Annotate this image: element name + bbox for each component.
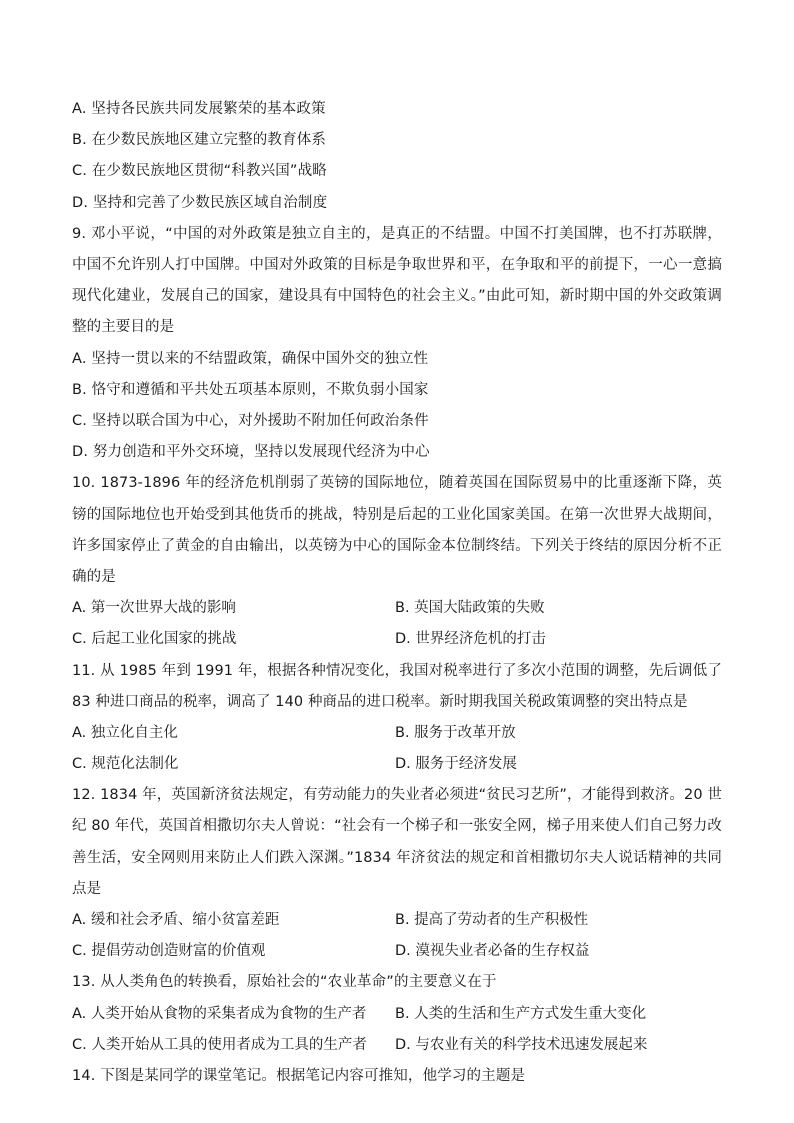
q13-option-c: C. 人类开始从工具的使用者成为工具的生产者 bbox=[72, 1036, 367, 1053]
q13-option-a: A. 人类开始从食物的采集者成为食物的生产者 bbox=[72, 1005, 367, 1022]
q12-option-c: C. 提倡劳动创造财富的价值观 bbox=[72, 943, 266, 960]
q9-option-b: B. 恪守和遵循和平共处五项基本原则，不欺负弱小国家 bbox=[72, 381, 429, 398]
q11-option-d: D. 服务于经济发展 bbox=[395, 756, 517, 773]
q10-options-row-1 bbox=[72, 593, 722, 624]
q11-options-row-1 bbox=[72, 718, 722, 749]
exam-page bbox=[72, 94, 722, 1092]
q10-options-row-2 bbox=[72, 624, 722, 655]
q12-stem: 12. 1834 年，英国新济贫法规定，有劳动能力的失业者必须进“贫民习艺所”，才能得到救济。20 世纪 80 年代，英国首相撒切尔夫人曾说：“社会有一个梯子和一张安全网，梯子用来使人们自己努力改善生活，安全网则用来防止人们跌入深渊。”1834 年济贫法的规定和首相撒切尔夫人说话精神的共同点是 bbox=[72, 787, 722, 897]
q13-stem: 13. 从人类角色的转换看，原始社会的“农业革命”的主要意义在于 bbox=[72, 974, 497, 991]
q11-options-row-2 bbox=[72, 749, 722, 780]
q12-option-d: D. 漠视失业者必备的生存权益 bbox=[395, 943, 590, 960]
q8-option-b: B. 在少数民族地区建立完整的教育体系 bbox=[72, 132, 327, 149]
q12-option-b: B. 提高了劳动者的生产积极性 bbox=[395, 912, 589, 929]
q13-options-row-1 bbox=[72, 999, 722, 1030]
q10-stem: 10. 1873-1896 年的经济危机削弱了英镑的国际地位，随着英国在国际贸易中的比重逐渐下降，英镑的国际地位也开始受到其他货币的挑战，特别是后起的工业化国家美国。在第一次世界大战期间，许多国家停止了黄金的自由输出，以英镑为中心的国际金本位制终结。下列关于终结的原因分析不正确的是 bbox=[72, 475, 722, 585]
q12-option-a: A. 缓和社会矛盾、缩小贫富差距 bbox=[72, 912, 280, 929]
q12-options-row-2 bbox=[72, 936, 722, 967]
q13-options-row-2 bbox=[72, 1030, 722, 1061]
q9-option-a: A. 坚持一贯以来的不结盟政策，确保中国外交的独立性 bbox=[72, 350, 429, 367]
q8-option-c: C. 在少数民族地区贯彻“科教兴国”战略 bbox=[72, 163, 327, 180]
q10-option-b: B. 英国大陆政策的失败 bbox=[395, 600, 545, 617]
q11-option-c: C. 规范化法制化 bbox=[72, 756, 179, 773]
q13-option-d: D. 与农业有关的科学技术迅速发展起来 bbox=[395, 1036, 648, 1053]
q10-option-a: A. 第一次世界大战的影响 bbox=[72, 600, 236, 617]
q12-options-row-1 bbox=[72, 905, 722, 936]
q9-option-c: C. 坚持以联合国为中心，对外援助不附加任何政治条件 bbox=[72, 412, 429, 429]
q8-option-a: A. 坚持各民族共同发展繁荣的基本政策 bbox=[72, 101, 326, 117]
q11-option-a: A. 独立化自主化 bbox=[72, 724, 178, 741]
q14-stem: 14. 下图是某同学的课堂笔记。根据笔记内容可推知，他学习的主题是 bbox=[72, 1068, 526, 1085]
q10-option-d: D. 世界经济危机的打击 bbox=[395, 631, 546, 648]
q11-option-b: B. 服务于改革开放 bbox=[395, 724, 516, 741]
q13-option-b: B. 人类的生活和生产方式发生重大变化 bbox=[395, 1005, 647, 1022]
q10-option-c: C. 后起工业化国家的挑战 bbox=[72, 631, 237, 648]
q8-option-d: D. 坚持和完善了少数民族区域自治制度 bbox=[72, 194, 328, 211]
q9-stem: 9. 邓小平说，“中国的对外政策是独立自主的，是真正的不结盟。中国不打美国牌，也不打苏联牌，中国不允许别人打中国牌。中国对外政策的目标是争取世界和平，在争取和平的前提下，一心一意搞现代化建业，发展自己的国家，建设具有中国特色的社会主义。”由此可知，新时期中国的外交政策调整的主要目的是 bbox=[72, 225, 722, 336]
q11-stem: 11. 从 1985 年到 1991 年，根据各种情况变化，我国对税率进行了多次小范围的调整，先后调低了 83 种进口商品的税率，调高了 140 种商品的进口税率。新时期我国关税政策调整的突出特点是 bbox=[72, 662, 722, 710]
q9-option-d: D. 努力创造和平外交环境，坚持以发展现代经济为中心 bbox=[72, 444, 430, 461]
